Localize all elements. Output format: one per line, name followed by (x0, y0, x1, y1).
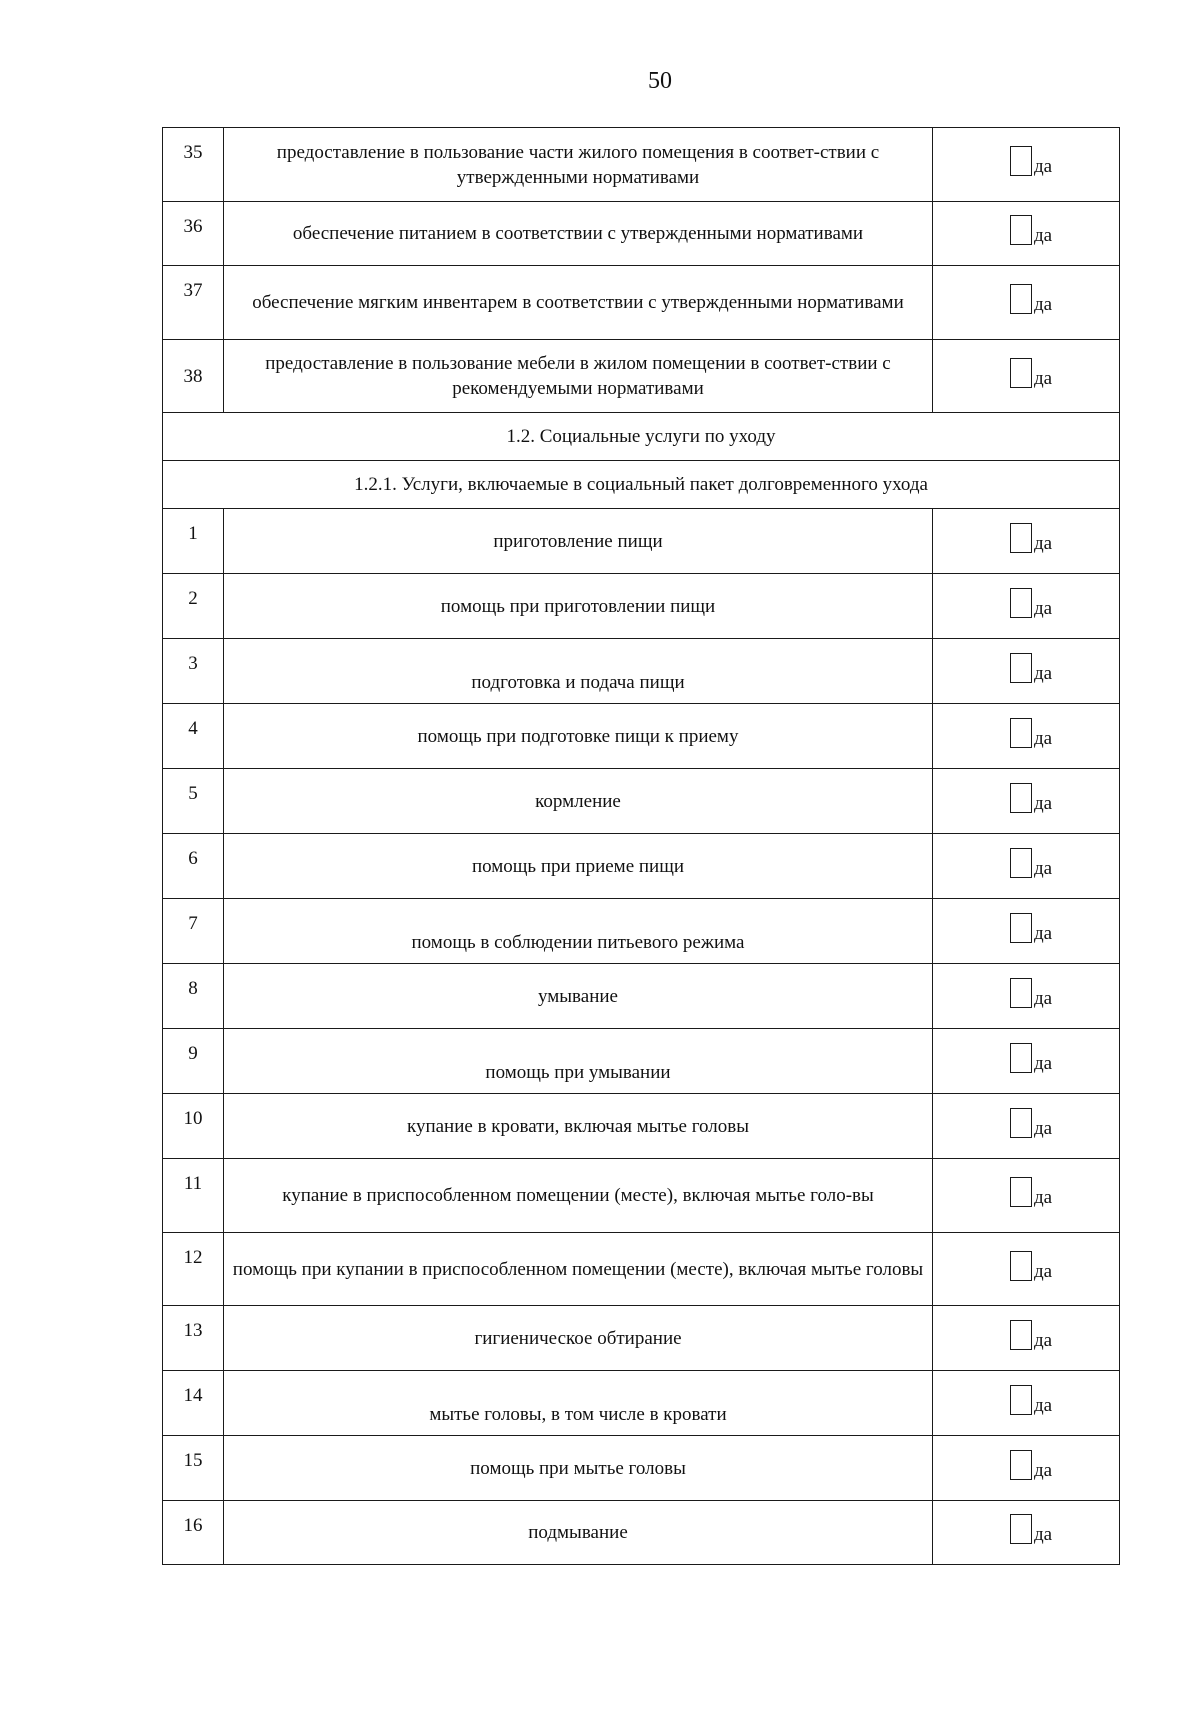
section-row (163, 413, 1120, 461)
row-number: 6 (163, 834, 224, 899)
answer-cell (933, 1094, 1120, 1159)
table-row (163, 899, 1120, 964)
table-row (163, 1159, 1120, 1233)
checkbox-label: да (1033, 597, 1053, 619)
service-description: помощь при приеме пищи (224, 834, 933, 899)
service-description: кормление (224, 769, 933, 834)
checkbox-label: да (1033, 1187, 1053, 1208)
checkbox[interactable] (1010, 215, 1032, 245)
row-number: 1 (163, 509, 224, 574)
service-description: подмывание (224, 1501, 933, 1565)
table-row (163, 769, 1120, 834)
service-description: помощь при умывании (224, 1029, 933, 1094)
service-description: подготовка и подача пищи (224, 639, 933, 704)
service-description: помощь при приготовлении пищи (224, 574, 933, 639)
checkbox-label: да (1033, 294, 1053, 315)
row-number: 15 (163, 1436, 224, 1501)
checkbox[interactable] (1010, 358, 1032, 388)
checkbox[interactable] (1010, 718, 1032, 748)
table-row (163, 1306, 1120, 1371)
answer-cell (933, 769, 1120, 834)
answer-cell (933, 1436, 1120, 1501)
answer-cell (933, 834, 1120, 899)
table-row (163, 340, 1120, 413)
checkbox-label: да (1033, 1260, 1053, 1282)
checkbox[interactable] (1010, 523, 1032, 553)
row-number: 7 (163, 899, 224, 964)
table-row (163, 1233, 1120, 1306)
table-row (163, 128, 1120, 202)
checkbox-label: да (1033, 922, 1053, 944)
row-number: 13 (163, 1306, 224, 1371)
table-row (163, 1501, 1120, 1565)
row-number: 14 (163, 1371, 224, 1436)
checkbox[interactable] (1010, 1108, 1032, 1138)
answer-cell (933, 704, 1120, 769)
checkbox-label: да (1033, 1394, 1053, 1416)
checkbox[interactable] (1010, 653, 1032, 683)
answer-cell (933, 899, 1120, 964)
checkbox[interactable] (1010, 848, 1032, 878)
service-description: помощь при мытье головы (224, 1436, 933, 1501)
answer-cell (933, 639, 1120, 704)
checkbox[interactable] (1010, 1385, 1032, 1415)
service-description: предоставление в пользование мебели в жилом помещении в соответ-ствии с рекомендуемыми нормативами (224, 340, 933, 413)
table-row (163, 639, 1120, 704)
checkbox-label: да (1033, 532, 1053, 554)
row-number: 11 (163, 1159, 224, 1233)
table-row (163, 574, 1120, 639)
service-description: умывание (224, 964, 933, 1029)
service-description: предоставление в пользование части жилого помещения в соответ-ствии с утвержденными нормативами (224, 128, 933, 202)
row-number: 5 (163, 769, 224, 834)
service-description: обеспечение мягким инвентарем в соответствии с утвержденными нормативами (224, 266, 933, 340)
row-number: 10 (163, 1094, 224, 1159)
answer-cell (933, 1233, 1120, 1306)
checkbox-label: да (1033, 156, 1053, 177)
row-number: 38 (163, 340, 224, 413)
service-description: помощь при купании в приспособленном помещении (месте), включая мытье головы (224, 1233, 933, 1306)
row-number: 4 (163, 704, 224, 769)
table-row (163, 1029, 1120, 1094)
checkbox[interactable] (1010, 1514, 1032, 1544)
checkbox-label: да (1033, 1052, 1053, 1074)
row-number: 8 (163, 964, 224, 1029)
checkbox[interactable] (1010, 913, 1032, 943)
checkbox[interactable] (1010, 1320, 1032, 1350)
table-row (163, 964, 1120, 1029)
checkbox-label: да (1033, 1329, 1053, 1351)
subsection-row (163, 461, 1120, 509)
service-description: помощь при подготовке пищи к приему (224, 704, 933, 769)
service-description: обеспечение питанием в соответствии с утвержденными нормативами (224, 202, 933, 266)
row-number: 12 (163, 1233, 224, 1306)
table-row (163, 704, 1120, 769)
answer-cell (933, 266, 1120, 340)
checkbox-label: да (1033, 1524, 1053, 1545)
service-description: помощь в соблюдении питьевого режима (224, 899, 933, 964)
table-row (163, 1436, 1120, 1501)
subsection-title: 1.2.1. Услуги, включаемые в социальный пакет долговременного ухода (163, 461, 1120, 509)
checkbox-label: да (1033, 792, 1053, 814)
answer-cell (933, 574, 1120, 639)
page-number: 50 (648, 68, 672, 94)
checkbox-label: да (1033, 662, 1053, 684)
services-table (162, 127, 1120, 1565)
answer-cell (933, 1159, 1120, 1233)
answer-cell (933, 202, 1120, 266)
checkbox[interactable] (1010, 146, 1032, 176)
answer-cell (933, 1029, 1120, 1094)
answer-cell (933, 1306, 1120, 1371)
row-number: 36 (163, 202, 224, 266)
table-row (163, 1094, 1120, 1159)
answer-cell (933, 340, 1120, 413)
checkbox-label: да (1033, 857, 1053, 879)
service-description: купание в кровати, включая мытье головы (224, 1094, 933, 1159)
answer-cell (933, 1501, 1120, 1565)
checkbox[interactable] (1010, 588, 1032, 618)
table-row (163, 266, 1120, 340)
table-row (163, 509, 1120, 574)
checkbox[interactable] (1010, 1450, 1032, 1480)
row-number: 35 (163, 128, 224, 202)
service-description: гигиеническое обтирание (224, 1306, 933, 1371)
table-row (163, 1371, 1120, 1436)
table-row (163, 834, 1120, 899)
table-row (163, 202, 1120, 266)
checkbox[interactable] (1010, 783, 1032, 813)
row-number: 37 (163, 266, 224, 340)
service-description: мытье головы, в том числе в кровати (224, 1371, 933, 1436)
answer-cell (933, 964, 1120, 1029)
checkbox[interactable] (1010, 978, 1032, 1008)
checkbox[interactable] (1010, 284, 1032, 314)
row-number: 2 (163, 574, 224, 639)
service-description: купание в приспособленном помещении (месте), включая мытье голо-вы (224, 1159, 933, 1233)
answer-cell (933, 509, 1120, 574)
checkbox[interactable] (1010, 1251, 1032, 1281)
checkbox-label: да (1033, 1459, 1053, 1481)
row-number: 16 (163, 1501, 224, 1565)
checkbox-label: да (1033, 727, 1053, 749)
row-number: 9 (163, 1029, 224, 1094)
row-number: 3 (163, 639, 224, 704)
checkbox-label: да (1033, 1117, 1053, 1139)
service-description: приготовление пищи (224, 509, 933, 574)
section-title: 1.2. Социальные услуги по уходу (163, 413, 1120, 461)
checkbox-label: да (1033, 367, 1053, 389)
checkbox-label: да (1033, 987, 1053, 1009)
answer-cell (933, 128, 1120, 202)
checkbox[interactable] (1010, 1177, 1032, 1207)
checkbox-label: да (1033, 225, 1053, 246)
answer-cell (933, 1371, 1120, 1436)
checkbox[interactable] (1010, 1043, 1032, 1073)
